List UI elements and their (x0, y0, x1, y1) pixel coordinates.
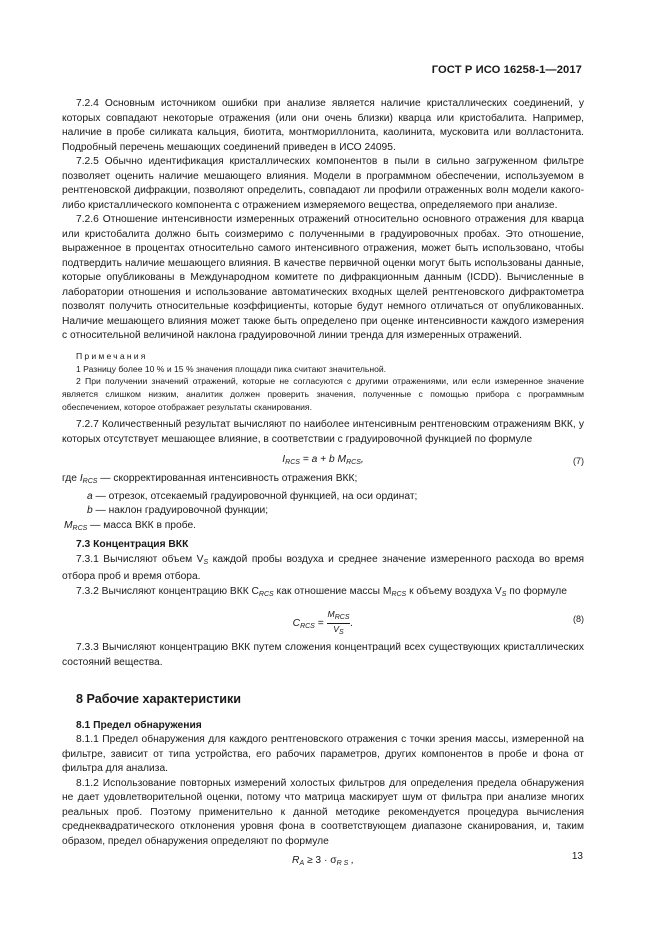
section-8-title: 8 Рабочие характеристики (76, 692, 242, 707)
paragraph-7-3-1: 7.3.1 Вычисляют объем $V_S$ каждой пробы воздуха и среднее значение измеренного расхода во время отбора проб и время отбора. (62, 553, 584, 583)
where-item-m-rcs: $M_{RCS}$ — масса ВКК в пробе. (64, 519, 196, 532)
section-8-1-title: 8.1 Предел обнаружения (76, 719, 202, 731)
where-item-i-rcs: где $I_{RCS}$ — скорректированная интенсивность отражения ВКК; (62, 473, 358, 486)
paragraph-8-1-2: 8.1.2 Использование повторных измерений холостых фильтров для определения предела обнаружения не дает удовлетворительной оценки, потому что матрица маскирует шум от фильтра при анализе многих реальных проб. Поэтому применительно к данной методике рекомендуется процедура вычисления среднеквадратического отклонения уровня фона в соответствующем диапазоне сканирования, и, таким образом, предел обнаружения определяют по формуле (62, 777, 584, 847)
paragraph-7-2-6: 7.2.6 Отношение интенсивности измеренных отражений относительно основного отражения для кварца или кристобалита должно быть соизмеримо с полученными в градуировочных пробах. Это отношение, выраженное в процентах относительно самого интенсивного отражения, может быть использовано, чтобы подтвердить наличие мешающего влияния. В качестве первичной оценки могут быть использованы данные, которые опубликованы в Международном комитете по дифракционным данным (ICDD). Вычисленные в лаборатории отношения и использование автоматических входных щелей рентгеновского дифрактометра позволят получить относительные коэффициенты, которые будут немного отличаться от опубликованных. Наличие мешающего влияния может также быть определено при оценке интенсивности каждого измерения с относительной величиной наклона градуировочной линии тренда для измеренных отражений. (62, 214, 584, 341)
section-7-3-title: 7.3 Концентрация ВКК (76, 539, 189, 551)
paragraph-7-2-7: 7.2.7 Количественный результат вычисляют по наиболее интенсивным рентгеновским отражениям ВКК, у которых отсутствует мешающее влияние, в соответствии с градуировочной функцией по формуле (62, 419, 584, 445)
where-item-a: a — отрезок, отсекаемый градуировочной функцией, на оси ординат; (87, 490, 418, 502)
where-item-b: b — наклон градуировочной функции; (87, 505, 269, 517)
formula-7-expression: $I_{RCS} = a + b$ $M_{RCS}$, (282, 454, 364, 467)
formula-8-number: (8) (573, 614, 584, 625)
formula-8-expression: $C_{RCS}$ = $\frac{M_{RCS}}{V_S}$ . (292, 609, 354, 637)
formula-8 (62, 606, 584, 636)
formula-7 (62, 451, 584, 472)
paragraph-7-3-2: 7.3.2 Вычисляют концентрацию ВКК $C_{RCS}$ как отношение массы $M_{RCS}$ к объему воздуха $V_S$ по формуле (76, 585, 567, 598)
formula-9-expression: $R_A \ge 3 \cdot \sigma_{R S}$ , (292, 855, 354, 868)
doc-header-code: ГОСТ Р ИСО 16258-1—2017 (431, 64, 582, 76)
formula-7-number: (7) (573, 456, 584, 467)
where-list (62, 472, 584, 536)
note-1: 1 Разницу более 10 % и 15 % значения площади пика считают значительной. (76, 363, 387, 374)
notes-heading: Примечания (76, 350, 148, 361)
formula-9 (62, 853, 584, 874)
paragraph-7-2-5: 7.2.5 Обычно идентификация кристаллических компонентов в пыли в сильно загруженном фильтре позволяет оценить наличие мешающего влияния. Модели в программном обеспечении, используемом в рентгеновской дифракции, позволяют определить, совпадают ли профили отраженных волн модели какого-либо кристаллического компонента с отражением измеряемого вещества, определяемого при анализе. (62, 156, 584, 211)
paragraph-7-3-3: 7.3.3 Вычисляют концентрацию ВКК путем сложения концентраций всех существующих кристаллических состояний вещества. (62, 642, 584, 668)
page-number: 13 (571, 851, 583, 862)
note-2: 2 При получении значений отражений, которые не согласуются с другими отражениями, или если измеренное значение является слишком низким, аналитик должен проверить значения, полученные с помощью прибора с программным обеспечением, которое отображает результаты сканирования. (62, 376, 584, 412)
document-body (62, 97, 584, 874)
paragraph-7-2-4: 7.2.4 Основным источником ошибки при анализе является наличие кристаллических соединений, у которых совпадают некоторые отражения (или они очень близки) кварца или кристобалита. Например, наличие в пробе силиката кальция, биотита, монтмориллонита, каолинита, мусковита или волластонита. Подробный перечень мешающих соединений приведен в ИСО 24095. (62, 98, 584, 153)
paragraph-8-1-1: 8.1.1 Предел обнаружения для каждого рентгеновского отражения с точки зрения массы, измеренной на фильтре, зависит от типа устройства, его рабочих параметров, других компонентов в пробе и фона от фильтра для анализа. (62, 734, 584, 775)
